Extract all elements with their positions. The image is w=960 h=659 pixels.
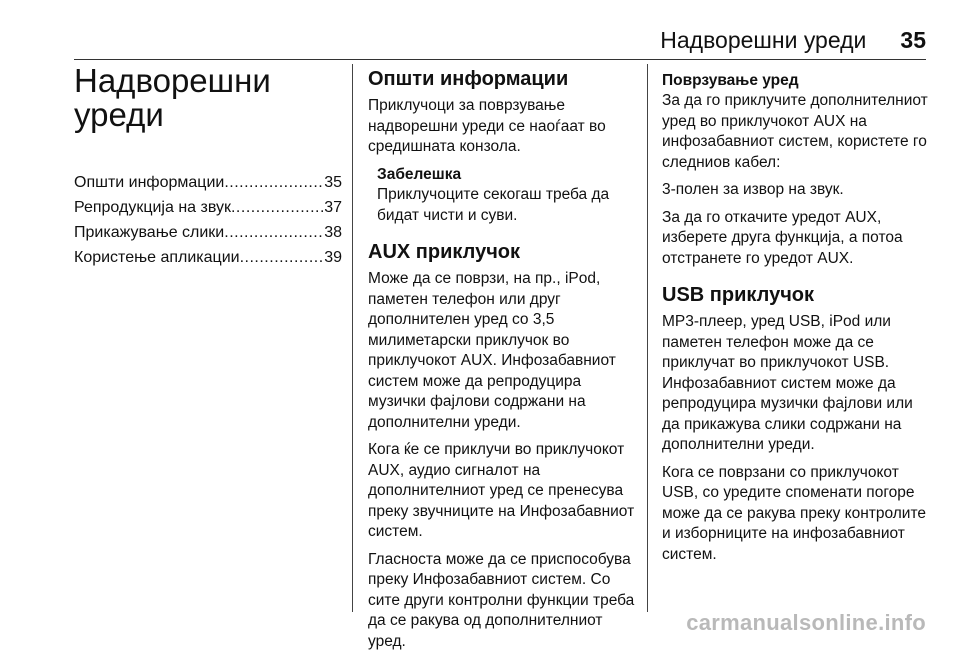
page-number: 35 bbox=[900, 27, 926, 53]
toc-item[interactable] bbox=[74, 245, 342, 270]
note-body: Приклучоците секогаш треба да бидат чисти и суви. bbox=[377, 186, 610, 224]
column-divider-1 bbox=[352, 64, 353, 612]
page-header bbox=[660, 27, 926, 57]
column-1 bbox=[74, 62, 342, 270]
aux-paragraph-2: Кога ќе се приклучи во приклучокот AUX, аудио сигналот на дополнителниот уред се пренесува преку звучниците на Инфозабавниот систем. bbox=[368, 441, 635, 540]
toc-item-label: Општи информации bbox=[74, 174, 225, 191]
toc-leader bbox=[224, 170, 324, 195]
table-of-contents bbox=[74, 170, 342, 270]
toc-leader bbox=[231, 195, 324, 220]
toc-item[interactable] bbox=[74, 220, 342, 245]
column-3 bbox=[662, 62, 928, 572]
watermark: carmanualsonline.info bbox=[686, 610, 926, 635]
connect-heading: Поврзување уред bbox=[662, 72, 799, 89]
toc-leader bbox=[240, 245, 325, 270]
note-title: Забелешка bbox=[377, 165, 462, 183]
toc-item[interactable] bbox=[74, 195, 342, 220]
chapter-title: Надворешни уреди bbox=[74, 62, 271, 133]
connect-paragraph-2: 3-полен за извор на звук. bbox=[662, 181, 844, 198]
usb-heading: USB приклучок bbox=[662, 284, 815, 306]
column-2 bbox=[368, 62, 636, 659]
note-box bbox=[377, 165, 636, 227]
usb-paragraph-2: Кога се поврзани со приклучокот USB, со уредите споменати погоре може да се ракува преку контролите и изборниците на инфозабавниот систем. bbox=[662, 463, 927, 563]
general-intro: Приклучоци за поврзување надворешни уреди се наоѓаат во средишната конзола. bbox=[368, 97, 606, 155]
header-rule bbox=[74, 59, 926, 60]
toc-item-label: Репродукција на звук bbox=[74, 199, 231, 216]
aux-paragraph-3: Гласноста може да се приспособува преку Инфозабавниот систем. Со сите други контролни функции треба да се ракува од дополнителниот уред. bbox=[368, 550, 635, 650]
connect-paragraph-3: За да го откачите уредот AUX, изберете друга функција, а потоа отстранете го уредот AUX. bbox=[662, 208, 903, 267]
connect-paragraph-1: За да го приклучите дополнителниот уред во приклучокот AUX на инфозабавниот систем, користете го следниов кабел: bbox=[662, 92, 928, 171]
toc-item-label: Прикажување слики bbox=[74, 224, 225, 241]
toc-item-page: 39 bbox=[324, 249, 342, 266]
aux-heading: AUX приклучок bbox=[368, 241, 521, 263]
toc-item-label: Користење апликации bbox=[74, 249, 240, 266]
toc-item-page: 35 bbox=[324, 174, 342, 191]
toc-item[interactable] bbox=[74, 170, 342, 195]
general-heading: Општи информации bbox=[368, 68, 569, 90]
usb-paragraph-1: MP3-плеер, уред USB, iPod или паметен телефон може да се приклучат во приклучокот USB. Инфозабавниот систем може да репродуцира музички фајлови или да прикажува слики содржани на дополнителни уреди. bbox=[662, 313, 913, 453]
toc-leader bbox=[224, 220, 324, 245]
running-title: Надворешни уреди bbox=[660, 27, 867, 53]
column-divider-2 bbox=[647, 64, 648, 612]
aux-paragraph-1: Може да се поврзи, на пр., iPod, паметен телефон или друг дополнителен уред со 3,5 милиметарски приклучок во приклучокот AUX. Инфозабавниот систем може да репродуцира музички фајлови содржани на дополнителни уреди. bbox=[368, 270, 616, 431]
toc-item-page: 38 bbox=[324, 224, 342, 241]
toc-item-page: 37 bbox=[324, 199, 342, 216]
